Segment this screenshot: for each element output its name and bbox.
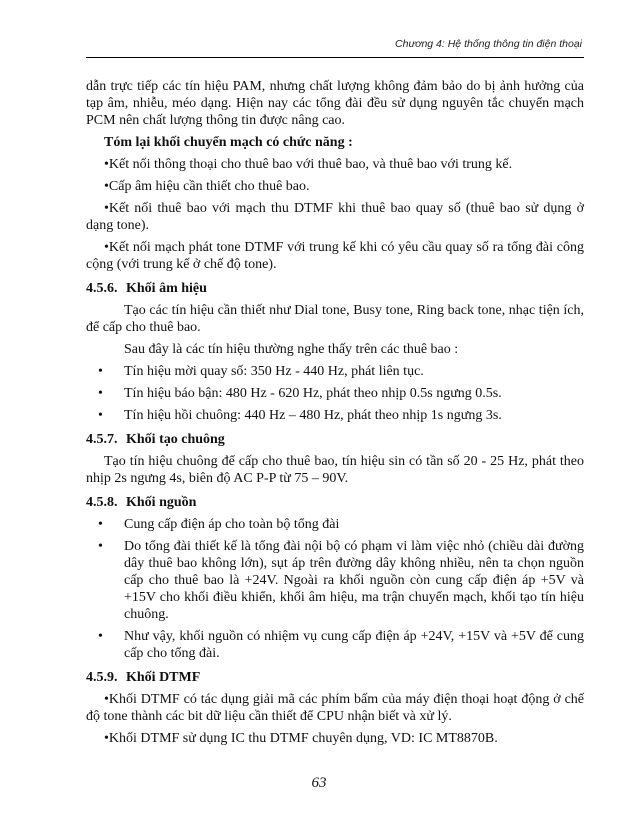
section-title: Khối tạo chuông: [126, 432, 225, 447]
section-heading-4-5-7: [86, 431, 584, 448]
section-number: 4.5.7.: [86, 432, 118, 447]
function-item: •Kết nối mạch phát tone DTMF với trung kế khi có yêu cầu quay số ra tổng đài công cộng (với trung kế ở chế độ tone).: [86, 240, 584, 272]
tone-intro: Sau đây là các tín hiệu thường nghe thấy trên các thuê bao :: [124, 342, 459, 357]
section-heading-4-5-6: [86, 280, 584, 297]
summary-heading: Tóm lại khối chuyển mạch có chức năng :: [104, 135, 353, 150]
tone-item-text: Tín hiệu mời quay số: 350 Hz - 440 Hz, phát liên tục.: [124, 364, 424, 379]
section-title: Khối âm hiệu: [126, 281, 207, 296]
section-number: 4.5.9.: [86, 670, 118, 685]
tone-item-text: Tín hiệu hồi chuông: 440 Hz – 480 Hz, phát theo nhịp 1s ngưng 3s.: [124, 408, 502, 423]
tone-paragraph: Tạo các tín hiệu cần thiết như Dial tone, Busy tone, Ring back tone, nhạc tiện ích, để cấp cho thuê bao.: [86, 303, 584, 335]
bullet-icon: •: [98, 364, 103, 379]
section-number: 4.5.6.: [86, 281, 118, 296]
section-number: 4.5.8.: [86, 495, 118, 510]
tone-item-text: Tín hiệu báo bận: 480 Hz - 620 Hz, phát theo nhịp 0.5s ngưng 0.5s.: [124, 386, 502, 401]
section-heading-4-5-8: [86, 494, 584, 511]
power-item-text: Như vậy, khối nguồn có nhiệm vụ cung cấp điện áp +24V, +15V và +5V để cung cấp cho tổng đài.: [124, 629, 584, 661]
dtmf-item: •Khối DTMF có tác dụng giải mã các phím bấm của máy điện thoại hoạt động ở chế độ tone thành các bit dữ liệu cần thiết để CPU nhận biết và xử lý.: [86, 692, 584, 724]
intro-paragraph: dẫn trực tiếp các tín hiệu PAM, nhưng chất lượng không đảm bảo do bị ảnh hưởng của tạp âm, nhiễu, méo dạng. Hiện nay các tổng đài đều sử dụng nguyên tắc chuyển mạch PCM nên chất lượng thông tin được nâng cao.: [86, 79, 584, 128]
ring-paragraph: Tạo tín hiệu chuông để cấp cho thuê bao, tín hiệu sin có tần số 20 - 25 Hz, phát theo nhịp 2s ngưng 4s, biên độ AC P-P từ 75 – 90V.: [86, 454, 584, 486]
dtmf-item: •Khối DTMF sử dụng IC thu DTMF chuyên dụng, VD: IC MT8870B.: [104, 731, 498, 746]
tone-item: [86, 385, 584, 402]
tone-item: [86, 363, 584, 380]
function-item: •Kết nối thông thoại cho thuê bao với thuê bao, và thuê bao với trung kế.: [104, 157, 513, 172]
page-content: [86, 78, 584, 752]
bullet-icon: •: [98, 386, 103, 401]
tone-item: [86, 407, 584, 424]
bullet-icon: •: [98, 629, 103, 644]
function-item: •Kết nối thuê bao với mạch thu DTMF khi thuê bao quay số (thuê bao sử dụng ở dạng tone).: [86, 201, 584, 233]
header-rule: [86, 57, 584, 58]
section-title: Khối nguồn: [126, 495, 197, 510]
power-item-text: Do tổng đài thiết kế là tổng đài nội bộ có phạm vi làm việc nhỏ (chiều dài đường dây thuê bao không lớn), sụt áp trên đường dây không nhiều, nên ta chọn nguồn cấp cho thuê bao là +24V. Ngoài ra khối nguồn còn cung cấp điện áp +5V và +15V cho khối điều khiển, khối âm hiệu, ma trận chuyển mạch, khối tạo tín hiệu chuông.: [124, 539, 584, 622]
section-heading-4-5-9: [86, 669, 584, 686]
page-number: 63: [311, 775, 327, 791]
function-item: •Cấp âm hiệu cần thiết cho thuê bao.: [104, 179, 310, 194]
power-item: [86, 516, 584, 533]
power-item: [86, 538, 584, 623]
power-item: [86, 628, 584, 662]
bullet-icon: •: [98, 539, 103, 554]
section-title: Khối DTMF: [126, 670, 201, 685]
bullet-icon: •: [98, 517, 103, 532]
bullet-icon: •: [98, 408, 103, 423]
running-header: Chương 4: Hệ thống thông tin điện thoại: [395, 38, 582, 50]
power-item-text: Cung cấp điện áp cho toàn bộ tổng đài: [124, 517, 340, 532]
